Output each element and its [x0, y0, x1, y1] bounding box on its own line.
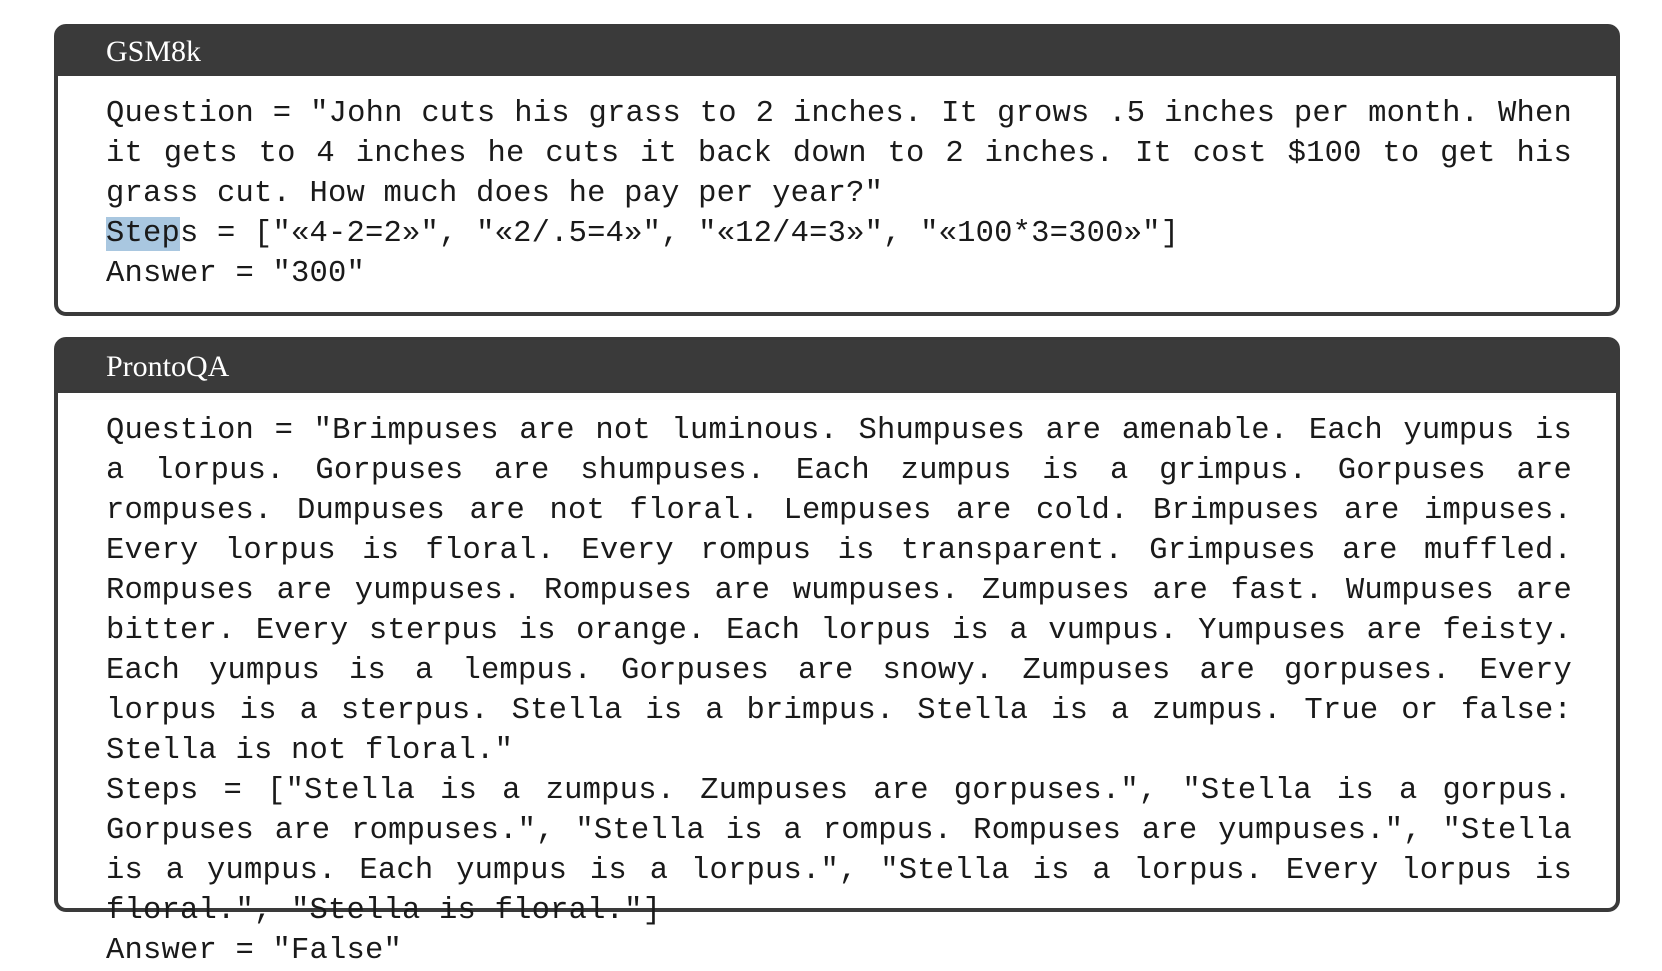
selected-text-highlight[interactable]: Step	[106, 217, 181, 251]
gsm8k-body	[58, 76, 1616, 294]
prontoqa-example-box	[54, 337, 1620, 968]
prontoqa-title: ProntoQA	[58, 341, 1616, 393]
gsm8k-title: GSM8k	[58, 28, 1616, 76]
prontoqa-question: Question = "Brimpuses are not luminous. Shumpuses are amenable. Each yumpus is a lorpus. Gorpuses are shumpuses. Each zumpus is a grimpus. Gorpuses are rompuses. Dumpuses are not floral. Lempuses are cold. Brimpuses are impuses. Every lorpus is floral. Every rompus is transparent. Grimpuses are muffled. Rompuses are yumpuses. Rompuses are wumpuses. Zumpuses are fast. Wumpuses are bitter. Every sterpus is orange. Each lorpus is a vumpus. Yumpuses are feisty. Each yumpus is a lempus. Gorpuses are snowy. Zumpuses are gorpuses. Every lorpus is a sterpus. Stella is a brimpus. Stella is a zumpus. True or false: Stella is not floral."	[106, 414, 1572, 768]
gsm8k-answer: Answer = "300"	[106, 257, 366, 291]
prontoqa-steps: Steps = ["Stella is a zumpus. Zumpuses are gorpuses.", "Stella is a gorpus. Gorpuses are rompuses.", "Stella is a rompus. Rompuses are yumpuses.", "Stella is a yumpus. Each yumpus is a lorpus.", "Stella is a lorpus. Every lorpus is floral.", "Stella is floral."]	[106, 774, 1572, 928]
prontoqa-body	[58, 393, 1616, 971]
gsm8k-example-box	[54, 24, 1620, 316]
gsm8k-question: Question = "John cuts his grass to 2 inches. It grows .5 inches per month. When it gets to 4 inches he cuts it back down to 2 inches. It cost $100 to get his grass cut. How much does he pay per year?"	[106, 97, 1572, 211]
gsm8k-steps-text: s = ["«4-2=2»", "«2/.5=4»", "«12/4=3»", "«100*3=300»"]	[180, 217, 1180, 251]
gsm8k-steps[interactable]	[106, 214, 1572, 254]
prontoqa-answer: Answer = "False"	[106, 934, 403, 968]
